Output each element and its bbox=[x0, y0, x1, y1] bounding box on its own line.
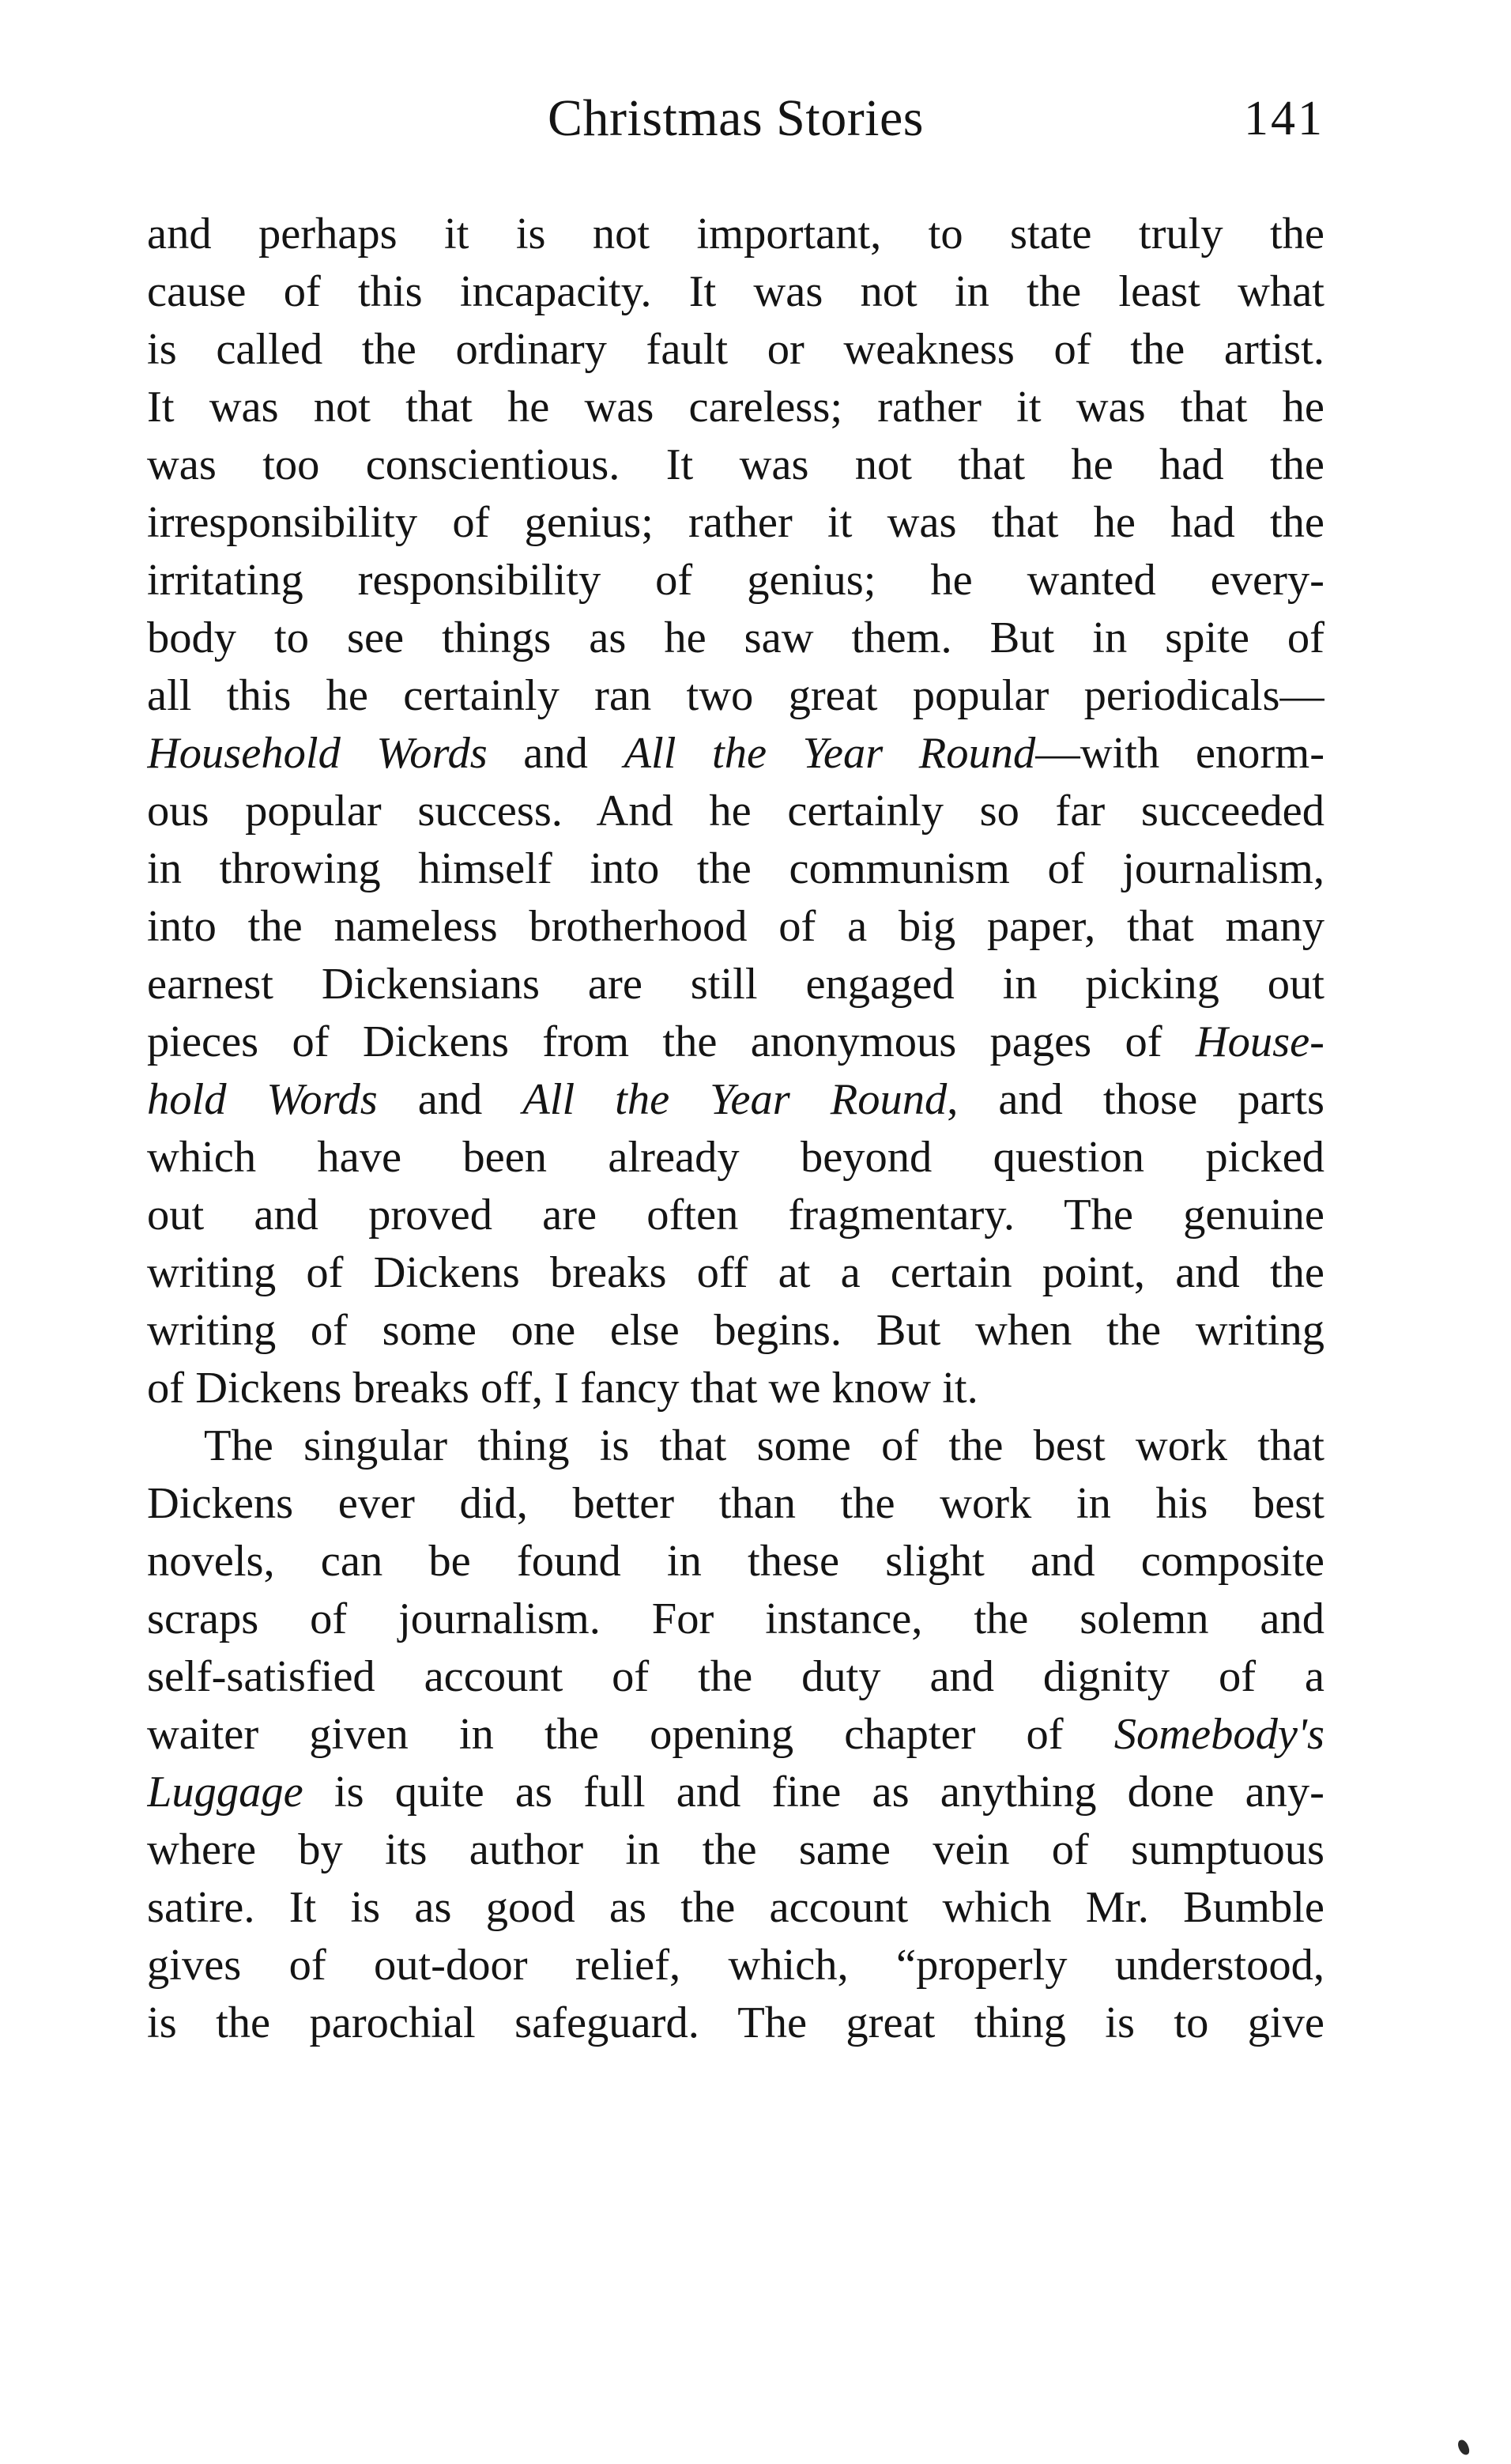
text-line: irresponsibility of genius; rather it was that he had the bbox=[147, 498, 1324, 547]
text-line: The singular thing is that some of the best work that bbox=[204, 1421, 1324, 1470]
text-line: gives of out-door relief, which, “properly understood, bbox=[147, 1941, 1324, 1990]
text-line: hold Words and All the Year Round, and those parts bbox=[147, 1075, 1324, 1124]
italic-title: All the Year Round bbox=[624, 729, 1036, 778]
running-title: Christmas Stories bbox=[547, 89, 924, 147]
text-line: satire. It is as good as the account which Mr. Bumble bbox=[147, 1883, 1324, 1932]
text-line: in throwing himself into the communism of journalism, bbox=[147, 844, 1324, 893]
text-line: writing of Dickens breaks off at a certain point, and the bbox=[147, 1248, 1324, 1297]
text-line: and perhaps it is not important, to state truly the bbox=[147, 209, 1324, 258]
text-line: which have been already beyond question picked bbox=[147, 1133, 1324, 1182]
text-line: where by its author in the same vein of sumptuous bbox=[147, 1825, 1324, 1874]
text-line: into the nameless brotherhood of a big paper, that many bbox=[147, 902, 1324, 951]
italic-title: Household Words bbox=[147, 729, 488, 778]
text-line: ous popular success. And he certainly so far succeeded bbox=[147, 787, 1324, 836]
text-line: was too conscientious. It was not that he had the bbox=[147, 440, 1324, 489]
text-line: Household Words and All the Year Round—with enorm- bbox=[147, 729, 1324, 778]
page-number: 141 bbox=[1244, 92, 1324, 145]
text-line: out and proved are often fragmentary. The genuine bbox=[147, 1190, 1324, 1240]
text-line: novels, can be found in these slight and composite bbox=[147, 1537, 1324, 1586]
paragraph-2 bbox=[147, 1417, 1324, 2052]
italic-title: hold Words bbox=[147, 1075, 378, 1124]
paragraph-1 bbox=[147, 206, 1324, 1417]
text-line: writing of some one else begins. But when the writing bbox=[147, 1306, 1324, 1355]
text-line: body to see things as he saw them. But in spite of bbox=[147, 613, 1324, 662]
body-text bbox=[147, 206, 1324, 2052]
text-line: pieces of Dickens from the anonymous pages of House- bbox=[147, 1017, 1324, 1066]
text-line: Dickens ever did, better than the work in his best bbox=[147, 1479, 1324, 1528]
italic-title: Luggage bbox=[147, 1768, 303, 1817]
text-line: is the parochial safeguard. The great thing is to give bbox=[147, 1998, 1324, 2047]
italic-title: Somebody's bbox=[1113, 1710, 1324, 1759]
italic-title: House- bbox=[1195, 1017, 1324, 1066]
text-line: of Dickens breaks off, I fancy that we know it. bbox=[147, 1364, 978, 1413]
text-line: scraps of journalism. For instance, the solemn and bbox=[147, 1594, 1324, 1643]
text-line: is called the ordinary fault or weakness of the artist. bbox=[147, 325, 1324, 374]
ink-smudge bbox=[1456, 2439, 1471, 2457]
text-line: all this he certainly ran two great popular periodicals— bbox=[147, 671, 1324, 720]
text-line: earnest Dickensians are still engaged in picking out bbox=[147, 960, 1324, 1009]
italic-title: All the Year Round bbox=[522, 1075, 948, 1124]
text-line: irritating responsibility of genius; he wanted every- bbox=[147, 556, 1324, 605]
text-line: waiter given in the opening chapter of Somebody's bbox=[147, 1710, 1324, 1759]
running-head bbox=[147, 87, 1324, 150]
text-line: self-satisfied account of the duty and dignity of a bbox=[147, 1652, 1324, 1701]
text-line: It was not that he was careless; rather it was that he bbox=[147, 383, 1324, 432]
text-line: cause of this incapacity. It was not in the least what bbox=[147, 267, 1324, 316]
text-line: Luggage is quite as full and fine as anything done any- bbox=[147, 1768, 1324, 1817]
